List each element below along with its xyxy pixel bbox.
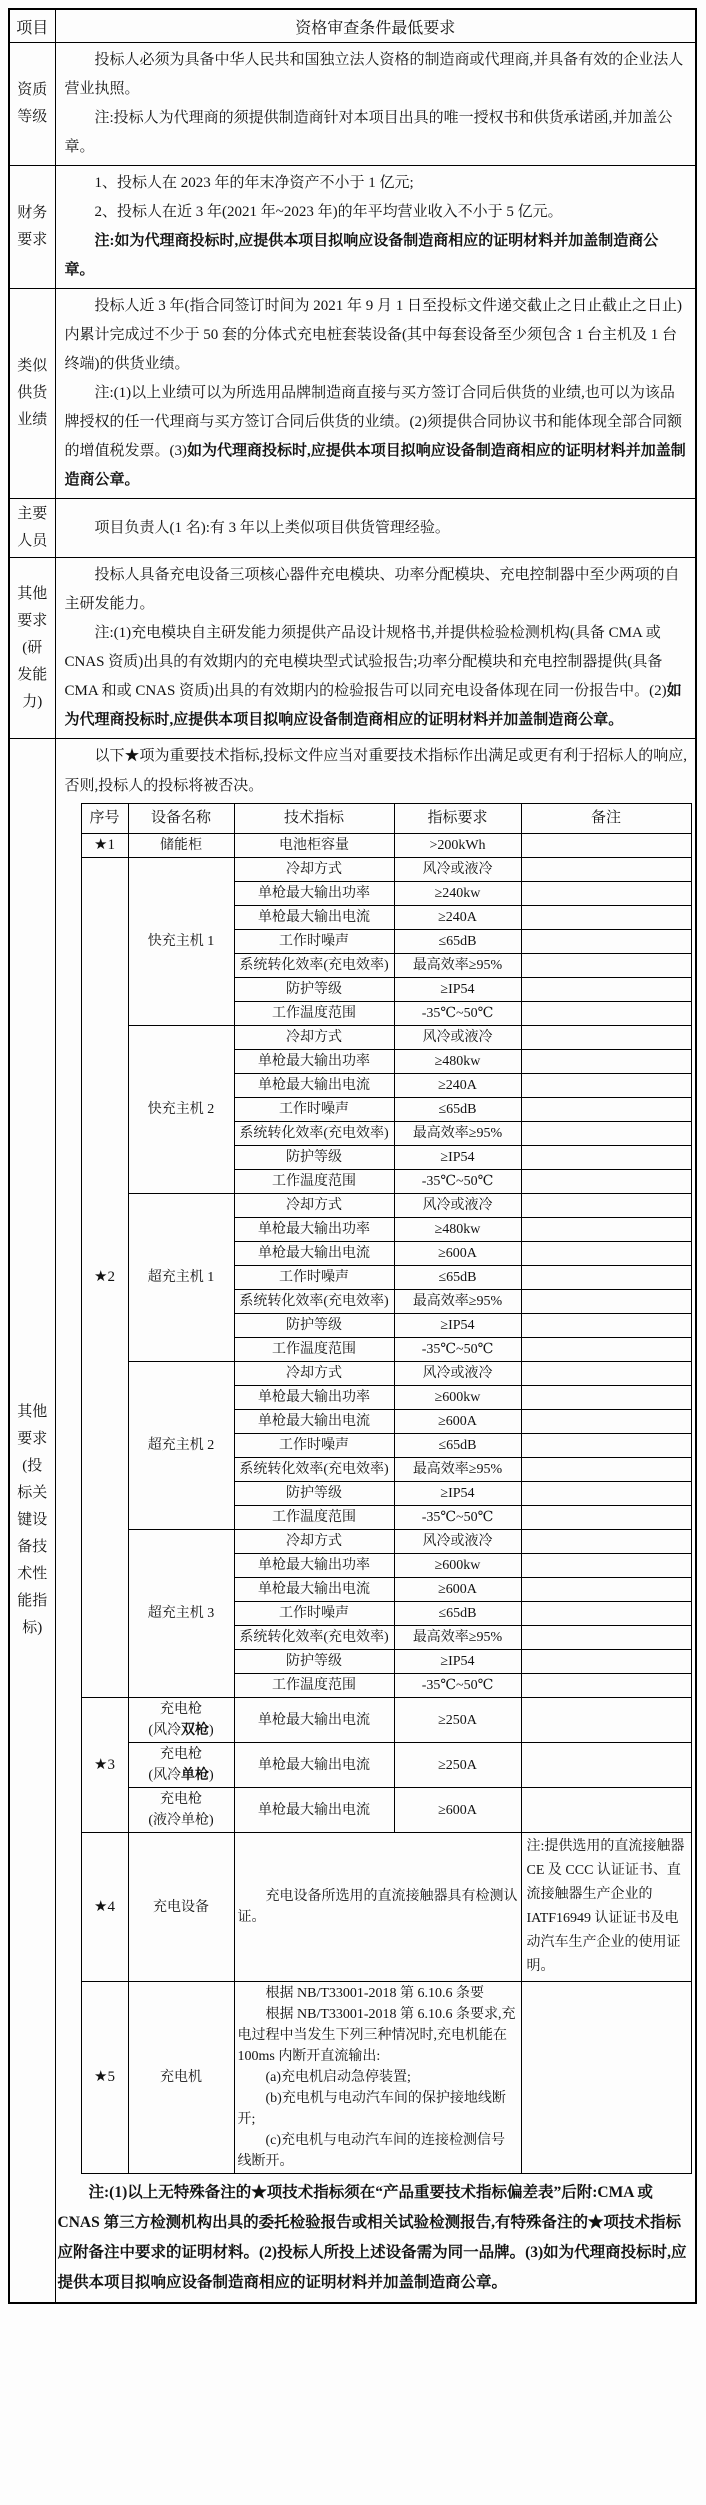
paragraph <box>65 198 687 227</box>
label-key-personnel: 主要人员 <box>9 499 55 558</box>
spec-no-cell: ★3 <box>81 1698 128 1833</box>
requirement-cell: >200kWh <box>394 834 521 858</box>
indicator-cell: 工作温度范围 <box>234 1338 394 1362</box>
remark-cell <box>521 1098 691 1122</box>
indicator-cell: 单枪最大输出电流 <box>234 906 394 930</box>
spec-header-row <box>81 804 691 834</box>
remark-cell <box>521 858 691 882</box>
text-segment: 充电设备 <box>153 1899 209 1915</box>
remark-cell <box>521 1074 691 1098</box>
text-segment: 投标人近 3 年(指合同签订时间为 2021 年 9 月 1 日至投标文件递交截止之日止截止之日止)内累计完成过不少于 50 套的分体式充电桩套装设备(其中每套设备至少须包含 1 台主机及 1 台终端)的供货业绩。 <box>64 298 682 372</box>
spec-row <box>81 1743 691 1788</box>
spec-header-cell: 备注 <box>521 804 691 834</box>
spec-header-cell: 技术指标 <box>234 804 394 834</box>
indicator-cell: 单枪最大输出功率 <box>234 1554 394 1578</box>
remark-cell <box>521 1386 691 1410</box>
spec-header-cell: 指标要求 <box>394 804 521 834</box>
requirement-cell: -35℃~50℃ <box>394 1002 521 1026</box>
content-key-personnel <box>55 499 696 558</box>
requirement-cell: -35℃~50℃ <box>394 1674 521 1698</box>
indicator-cell: 系统转化效率(充电效率) <box>234 954 394 978</box>
indicator-cell: 工作时噪声 <box>234 1602 394 1626</box>
indicator-line: (b)充电机与电动汽车间的保护接地线断开; <box>237 2091 506 2127</box>
device-name-cell <box>128 1026 234 1194</box>
text-segment: 注:投标人为代理商的须提供制造商针对本项目出具的唯一授权书和供货承诺函,并加盖公章。 <box>64 110 673 155</box>
remark-cell <box>521 1554 691 1578</box>
remark-cell <box>521 1530 691 1554</box>
remark-cell <box>521 978 691 1002</box>
indicator-cell: 单枪最大输出电流 <box>234 1743 394 1788</box>
indicator-line: 根据 NB/T33001-2018 第 6.10.6 条要求,充电过程中当发生下列三种情况时,充电机能在 100ms 内断开直流输出: <box>237 2007 516 2064</box>
requirement-cell: ≥600kw <box>394 1386 521 1410</box>
indicator-cell: 工作时噪声 <box>234 1098 394 1122</box>
indicator-cell: 工作温度范围 <box>234 1170 394 1194</box>
text-segment: 如为代理商投标时,应提供本项目拟响应设备制造商相应的证明材料并加盖制造商公章。 <box>64 683 682 728</box>
requirement-cell: 风冷或液冷 <box>394 1362 521 1386</box>
spec-row <box>81 834 691 858</box>
text-segment: ) <box>209 1723 214 1738</box>
requirement-cell: ≥600A <box>394 1410 521 1434</box>
text-segment: 超充主机 1 <box>147 1270 215 1285</box>
text-segment: 充电枪 <box>160 1792 202 1807</box>
text-segment: 超充主机 3 <box>147 1606 215 1621</box>
header-requirement-cell: 资格审查条件最低要求 <box>55 9 696 43</box>
text-segment: 以下★项为重要技术指标,投标文件应当对重要技术指标作出满足或更有利于招标人的响应,否则,投标人的投标将被否决。 <box>64 748 688 794</box>
indicator-cell: 防护等级 <box>234 1314 394 1338</box>
indicator-cell: 冷却方式 <box>234 1530 394 1554</box>
tech-specs-intro <box>58 741 690 801</box>
requirement-cell: 风冷或液冷 <box>394 1530 521 1554</box>
document-page <box>8 8 697 2304</box>
text-segment: (风冷 <box>148 1723 181 1738</box>
device-name-cell <box>128 1194 234 1362</box>
requirement-cell: ≤65dB <box>394 1602 521 1626</box>
remark-cell <box>521 1650 691 1674</box>
indicator-cell: 系统转化效率(充电效率) <box>234 1458 394 1482</box>
requirement-cell: ≥IP54 <box>394 1146 521 1170</box>
text-segment: 投标人必须为具备中华人民共和国独立法人资格的制造商或代理商,并具备有效的企业法人营业执照。 <box>64 52 684 97</box>
spec-header-cell: 设备名称 <box>128 804 234 834</box>
remark-cell <box>521 1122 691 1146</box>
indicator-line: 充电设备所选用的直流接触器具有检测认证。 <box>237 1889 518 1925</box>
label-key-equipment-tech-specs: 其他要求(投标关键设备技术性能指标) <box>9 739 55 2304</box>
paragraph <box>65 561 687 619</box>
text-segment: 快充主机 2 <box>147 1102 215 1117</box>
remark-cell <box>521 906 691 930</box>
indicator-cell: 单枪最大输出电流 <box>234 1074 394 1098</box>
text-segment: (风冷 <box>148 1768 181 1783</box>
row-qualification-grade <box>9 43 696 166</box>
text-segment: 超充主机 2 <box>147 1438 215 1453</box>
indicator-cell <box>234 1833 521 1982</box>
spec-row <box>81 1982 691 2174</box>
paragraph <box>65 169 687 198</box>
remark-cell: 注:提供选用的直流接触器 CE 及 CCC 认证证书、直流接触器生产企业的 IATF16949 认证证书及电动汽车生产企业的使用证明。 <box>521 1833 691 1982</box>
indicator-cell: 系统转化效率(充电效率) <box>234 1626 394 1650</box>
requirement-cell: ≥IP54 <box>394 978 521 1002</box>
spec-row <box>81 858 691 882</box>
requirement-cell: ≤65dB <box>394 930 521 954</box>
text-segment: 注:如为代理商投标时,应提供本项目拟响应设备制造商相应的证明材料并加盖制造商公章。 <box>64 233 659 278</box>
remark-cell <box>521 1578 691 1602</box>
device-name-cell <box>128 834 234 858</box>
indicator-cell: 工作温度范围 <box>234 1674 394 1698</box>
remark-cell <box>521 1266 691 1290</box>
remark-cell <box>521 1626 691 1650</box>
requirement-cell: 最高效率≥95% <box>394 954 521 978</box>
row-similar-supply-performance <box>9 289 696 499</box>
paragraph <box>65 292 687 379</box>
remark-cell <box>521 1982 691 2174</box>
spec-row <box>81 1194 691 1218</box>
spec-no-cell: ★1 <box>81 834 128 858</box>
indicator-cell: 工作温度范围 <box>234 1002 394 1026</box>
spec-no-cell: ★5 <box>81 1982 128 2174</box>
spec-no-cell: ★2 <box>81 858 128 1698</box>
requirement-cell: ≥240A <box>394 1074 521 1098</box>
paragraph <box>65 104 687 162</box>
text-segment: (液冷单枪) <box>148 1813 214 1828</box>
indicator-cell: 工作时噪声 <box>234 1434 394 1458</box>
row-key-equipment-tech-specs <box>9 739 696 2304</box>
content-qualification-grade <box>55 43 696 166</box>
requirement-cell: ≥480kw <box>394 1218 521 1242</box>
text-segment: 2、投标人在近 3 年(2021 年~2023 年)的年平均营业收入不小于 5 亿元。 <box>94 204 563 220</box>
requirement-cell: 最高效率≥95% <box>394 1290 521 1314</box>
device-name-cell <box>128 1743 234 1788</box>
text-segment: 注:(1)充电模块自主研发能力须提供产品设计规格书,并提供检验检测机构(具备 CMA 或 CNAS 资质)出具的有效期内的充电模块型式试验报告;功率分配模块和充电控制器提供(具备 CMA 和或 CNAS 资质)出具的有效期内的检验报告可以同充电设备体现在同一份报告中。(2) <box>64 625 667 699</box>
indicator-cell: 单枪最大输出电流 <box>234 1698 394 1743</box>
requirement-cell: -35℃~50℃ <box>394 1170 521 1194</box>
remark-cell <box>521 1146 691 1170</box>
text-segment: 充电枪 <box>160 1702 202 1717</box>
indicator-line: (c)充电机与电动汽车间的连接检测信号线断开。 <box>237 2133 506 2169</box>
requirement-cell: ≥IP54 <box>394 1482 521 1506</box>
qualification-table <box>8 8 697 2304</box>
spec-row <box>81 1698 691 1743</box>
indicator-cell: 工作时噪声 <box>234 930 394 954</box>
requirement-cell: -35℃~50℃ <box>394 1506 521 1530</box>
table-header-row <box>9 9 696 43</box>
header-item-cell: 项目 <box>9 9 55 43</box>
indicator-cell: 冷却方式 <box>234 858 394 882</box>
requirement-cell: ≥600A <box>394 1788 521 1833</box>
device-name-cell <box>128 1530 234 1698</box>
requirement-cell: ≥240kw <box>394 882 521 906</box>
text-segment: 储能柜 <box>160 838 202 853</box>
text-segment: 充电枪 <box>160 1747 202 1762</box>
text-segment: 单枪 <box>181 1768 209 1783</box>
indicator-cell: 单枪最大输出电流 <box>234 1578 394 1602</box>
indicator-cell: 工作温度范围 <box>234 1506 394 1530</box>
device-name-cell <box>128 1788 234 1833</box>
content-similar-supply-performance <box>55 289 696 499</box>
indicator-cell: 单枪最大输出电流 <box>234 1410 394 1434</box>
text-segment: 项目负责人(1 名):有 3 年以上类似项目供货管理经验。 <box>94 519 450 536</box>
remark-cell <box>521 1602 691 1626</box>
spec-row <box>81 1530 691 1554</box>
remark-cell <box>521 1338 691 1362</box>
remark-cell <box>521 1170 691 1194</box>
requirement-cell: ≤65dB <box>394 1434 521 1458</box>
remark-cell <box>521 1026 691 1050</box>
text-segment: 充电机 <box>160 2070 202 2085</box>
paragraph <box>65 514 687 543</box>
label-financial-requirements: 财务要求 <box>9 166 55 289</box>
paragraph <box>65 227 687 285</box>
indicator-cell: 单枪最大输出功率 <box>234 1386 394 1410</box>
requirement-cell: 风冷或液冷 <box>394 858 521 882</box>
remark-cell <box>521 834 691 858</box>
remark-cell <box>521 1743 691 1788</box>
row-financial-requirements <box>9 166 696 289</box>
paragraph <box>65 379 687 495</box>
remark-cell <box>521 1242 691 1266</box>
indicator-line: 根据 NB/T33001-2018 第 6.10.6 条要 <box>265 1986 485 2001</box>
remark-cell <box>521 1290 691 1314</box>
remark-cell <box>521 1050 691 1074</box>
remark-cell <box>521 930 691 954</box>
remark-cell <box>521 1482 691 1506</box>
requirement-cell: ≥IP54 <box>394 1650 521 1674</box>
remark-cell <box>521 1362 691 1386</box>
text-segment: 快充主机 1 <box>147 934 215 949</box>
device-name-cell <box>128 1982 234 2174</box>
text-segment: 注:(1)以上无特殊备注的★项技术指标须在“产品重要技术指标偏差表”后附:CMA 或 CNAS 第三方检测机构出具的委托检验报告或相关试验检测报告,有特殊备注的★项技术指标应附备注中要求的证明材料。(2)投标人所投上述设备需为同一品牌。(3)如为代理商投标时,应提供本项目拟响应设备制造商相应的证明材料并加盖制造商公章。 <box>57 2184 687 2291</box>
indicator-line: (a)充电机启动急停装置; <box>265 2070 411 2085</box>
spec-row <box>81 1833 691 1982</box>
spec-header-cell: 序号 <box>81 804 128 834</box>
requirement-cell: 风冷或液冷 <box>394 1194 521 1218</box>
indicator-cell: 系统转化效率(充电效率) <box>234 1122 394 1146</box>
requirement-cell: 最高效率≥95% <box>394 1626 521 1650</box>
label-other-requirements-rd: 其他要求(研发能力) <box>9 558 55 739</box>
remark-cell <box>521 882 691 906</box>
requirement-cell: ≥600A <box>394 1578 521 1602</box>
remark-cell <box>521 1458 691 1482</box>
device-name-cell <box>128 1833 234 1982</box>
spec-no-cell: ★4 <box>81 1833 128 1982</box>
row-other-requirements-rd <box>9 558 696 739</box>
text-segment: 注:(1)以上业绩可以为所选用品牌制造商直接与买方签订合同后供货的业绩,也可以为该品牌授权的任一代理商与买方签订合同后供货的业绩。(2)须提供合同协议书和能体现全部合同额的增值税发票。(3) <box>64 385 682 459</box>
requirement-cell: ≥600kw <box>394 1554 521 1578</box>
spec-row <box>81 1026 691 1050</box>
remark-cell <box>521 1506 691 1530</box>
indicator-cell: 单枪最大输出功率 <box>234 1218 394 1242</box>
remark-cell <box>521 1002 691 1026</box>
remark-cell <box>521 1218 691 1242</box>
spec-table <box>81 803 692 2174</box>
indicator-cell: 单枪最大输出功率 <box>234 882 394 906</box>
requirement-cell: ≤65dB <box>394 1266 521 1290</box>
requirement-cell: 风冷或液冷 <box>394 1026 521 1050</box>
label-similar-supply-performance: 类似供货业绩 <box>9 289 55 499</box>
content-key-equipment-tech-specs <box>55 739 696 2304</box>
indicator-cell: 单枪最大输出电流 <box>234 1788 394 1833</box>
device-name-cell <box>128 858 234 1026</box>
remark-cell <box>521 1788 691 1833</box>
requirement-cell: ≥IP54 <box>394 1314 521 1338</box>
indicator-cell: 防护等级 <box>234 978 394 1002</box>
paragraph <box>58 741 690 801</box>
indicator-cell: 冷却方式 <box>234 1194 394 1218</box>
remark-cell <box>521 1314 691 1338</box>
requirement-cell: -35℃~50℃ <box>394 1338 521 1362</box>
label-qualification-grade: 资质等级 <box>9 43 55 166</box>
indicator-cell: 冷却方式 <box>234 1362 394 1386</box>
indicator-cell: 冷却方式 <box>234 1026 394 1050</box>
requirement-cell: 最高效率≥95% <box>394 1458 521 1482</box>
remark-cell <box>521 1674 691 1698</box>
row-key-personnel <box>9 499 696 558</box>
indicator-cell: 电池柜容量 <box>234 834 394 858</box>
text-segment: ) <box>209 1768 214 1783</box>
requirement-cell: ≥250A <box>394 1698 521 1743</box>
requirement-cell: ≥250A <box>394 1743 521 1788</box>
remark-cell <box>521 1434 691 1458</box>
requirement-cell: ≥600A <box>394 1242 521 1266</box>
indicator-cell: 工作时噪声 <box>234 1266 394 1290</box>
requirement-cell: ≤65dB <box>394 1098 521 1122</box>
content-financial-requirements <box>55 166 696 289</box>
remark-cell <box>521 1194 691 1218</box>
text-segment: 投标人具备充电设备三项核心器件充电模块、功率分配模块、充电控制器中至少两项的自主研发能力。 <box>64 567 680 612</box>
spec-row <box>81 1788 691 1833</box>
spec-row <box>81 1362 691 1386</box>
text-segment: 如为代理商投标时,应提供本项目拟响应设备制造商相应的证明材料并加盖制造商公章。 <box>64 443 686 488</box>
remark-cell <box>521 1698 691 1743</box>
indicator-cell: 防护等级 <box>234 1650 394 1674</box>
remark-cell <box>521 1410 691 1434</box>
paragraph <box>65 46 687 104</box>
paragraph <box>65 619 687 735</box>
text-segment: 1、投标人在 2023 年的年末净资产不小于 1 亿元; <box>94 175 414 191</box>
content-other-requirements-rd <box>55 558 696 739</box>
indicator-cell: 防护等级 <box>234 1482 394 1506</box>
indicator-cell: 防护等级 <box>234 1146 394 1170</box>
paragraph <box>58 2178 690 2298</box>
tech-specs-footnote <box>58 2178 690 2298</box>
indicator-cell: 单枪最大输出功率 <box>234 1050 394 1074</box>
indicator-cell <box>234 1982 521 2174</box>
requirement-cell: ≥480kw <box>394 1050 521 1074</box>
indicator-cell: 单枪最大输出电流 <box>234 1242 394 1266</box>
requirement-cell: ≥240A <box>394 906 521 930</box>
text-segment: 双枪 <box>181 1723 209 1738</box>
requirement-cell: 最高效率≥95% <box>394 1122 521 1146</box>
remark-cell <box>521 954 691 978</box>
device-name-cell <box>128 1362 234 1530</box>
device-name-cell <box>128 1698 234 1743</box>
indicator-cell: 系统转化效率(充电效率) <box>234 1290 394 1314</box>
